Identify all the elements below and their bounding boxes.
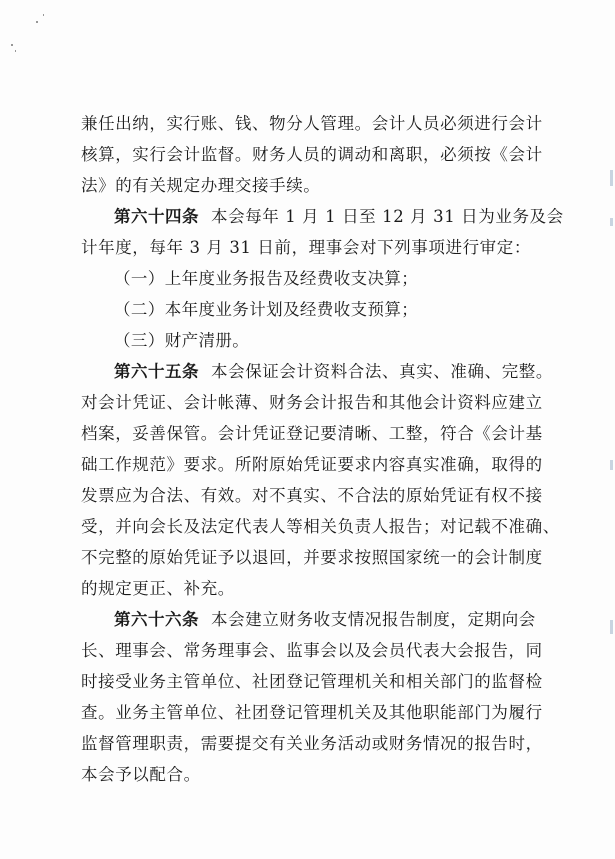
article-64-title: 第六十四条 bbox=[114, 207, 199, 226]
body-line: 档案，妥善保管。会计凭证登记要清晰、工整，符合《会计基 bbox=[81, 424, 543, 443]
scan-edge-mark bbox=[610, 460, 613, 470]
article-66-title: 第六十六条 bbox=[114, 610, 199, 629]
body-line: 对会计凭证、会计帐薄、财务会计报告和其他会计资料应建立 bbox=[81, 393, 543, 412]
scan-edge-mark bbox=[610, 620, 613, 634]
article-65-first-line bbox=[81, 356, 553, 387]
body-line: 长、理事会、常务理事会、监事会以及会员代表大会报告，同 bbox=[81, 641, 543, 660]
body-line: 查。业务主管单位、社团登记管理机关及其他职能部门为履行 bbox=[81, 703, 543, 722]
article-65-title: 第六十五条 bbox=[114, 362, 199, 381]
body-line: 的规定更正、补充。 bbox=[81, 579, 235, 598]
scan-edge-mark bbox=[610, 170, 613, 186]
body-line: 监督管理职责，需要提交有关业务活动或财务情况的报告时， bbox=[81, 734, 543, 753]
body-line: 计年度，每年 3 月 31 日前，理事会对下列事项进行审定： bbox=[81, 238, 531, 257]
body-line: 受，并向会长及法定代表人等相关负责人报告；对记载不准确、 bbox=[81, 517, 560, 536]
scan-speck bbox=[15, 50, 16, 52]
body-line: 础工作规范》要求。所附原始凭证要求内容真实准确，取得的 bbox=[81, 455, 543, 474]
document-body bbox=[81, 108, 564, 790]
scan-speck bbox=[11, 44, 13, 46]
list-item: （三）财产清册。 bbox=[114, 331, 250, 350]
body-line: 不完整的原始凭证予以退回，并要求按照国家统一的会计制度 bbox=[81, 548, 543, 567]
scan-edge-mark bbox=[610, 218, 613, 226]
article-66-first-line bbox=[81, 604, 543, 635]
article-66-text: 本会建立财务收支情况报告制度，定期向会 bbox=[211, 610, 536, 629]
body-line: 发票应为合法、有效。对不真实、不合法的原始凭证有权不接 bbox=[81, 486, 543, 505]
list-item: （一）上年度业务报告及经费收支决算； bbox=[114, 269, 419, 288]
scan-speck bbox=[36, 21, 38, 23]
list-item: （二）本年度业务计划及经费收支预算； bbox=[114, 300, 419, 319]
scan-speck bbox=[43, 14, 44, 16]
body-line: 核算，实行会计监督。财务人员的调动和离职，必须按《会计 bbox=[81, 145, 543, 164]
article-65-text: 本会保证会计资料合法、真实、准确、完整。 bbox=[211, 362, 553, 381]
body-line: 时接受业务主管单位、社团登记管理机关和相关部门的监督检 bbox=[81, 672, 543, 691]
article-64-first-line bbox=[81, 201, 564, 232]
body-line: 法》的有关规定办理交接手续。 bbox=[81, 176, 321, 195]
body-line: 本会予以配合。 bbox=[81, 765, 201, 784]
article-64-text: 本会每年 1 月 1 日至 12 月 31 日为业务及会 bbox=[211, 207, 564, 226]
body-line: 兼任出纳，实行账、钱、物分人管理。会计人员必须进行会计 bbox=[81, 114, 543, 133]
